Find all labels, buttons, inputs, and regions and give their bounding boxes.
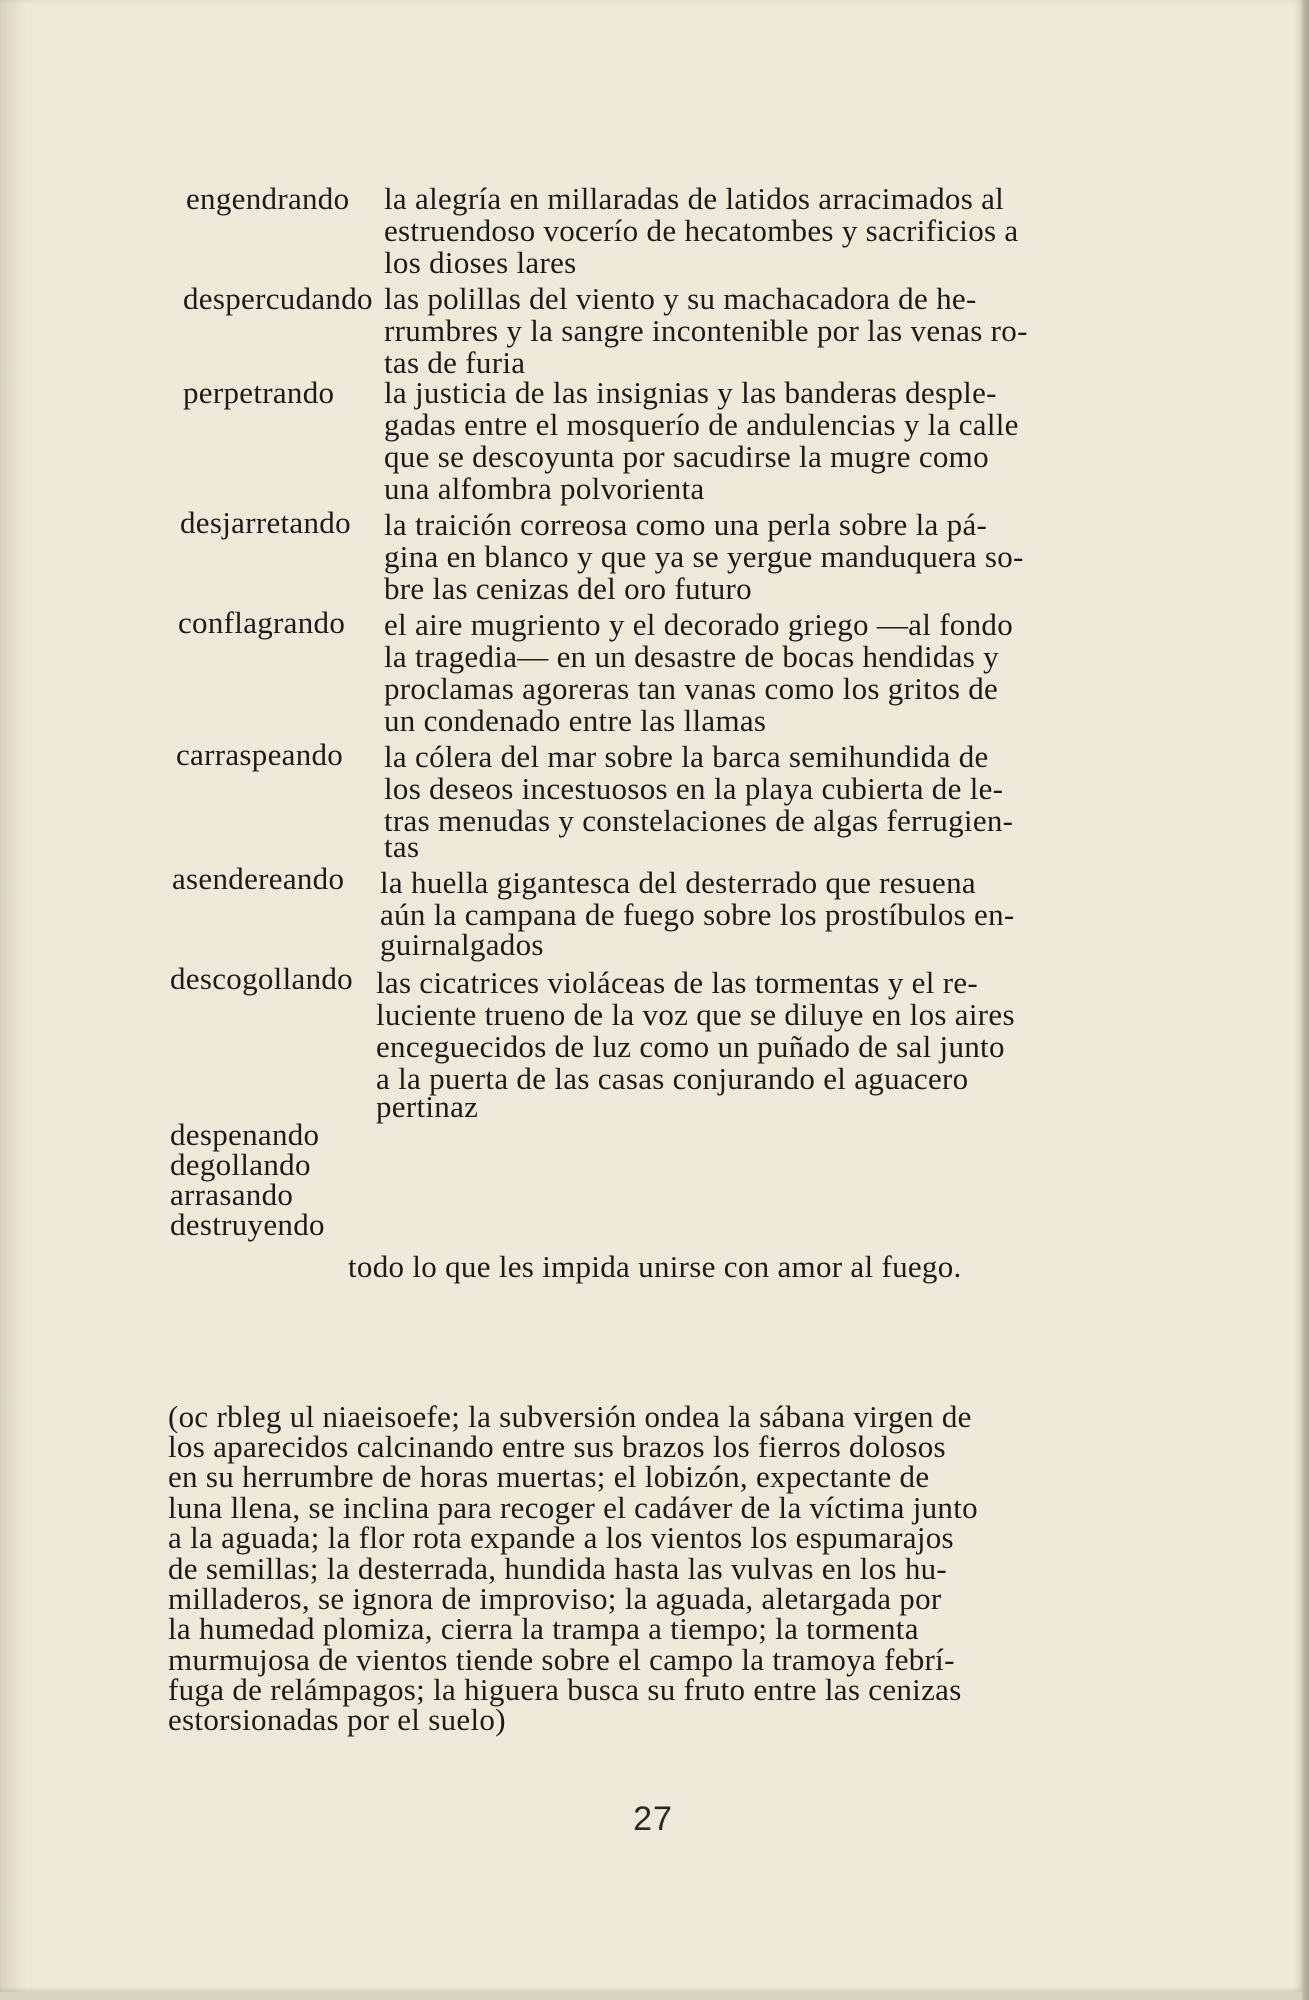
poem-line: rrumbres y la sangre incontenible por las venas ro- (384, 313, 1028, 348)
poem-line: pertinaz (376, 1089, 479, 1124)
prose-line: estorsionadas por el suelo) (168, 1702, 506, 1737)
poem-line: que se descoyunta por sacudirse la mugre como (384, 439, 989, 474)
page-number: 27 (633, 1800, 673, 1838)
stanza-verb: conflagrando (178, 605, 346, 640)
poem-line: luciente trueno de la voz que se diluye en los aires (376, 997, 1015, 1032)
list-verb: degollando (170, 1147, 311, 1182)
stanza-verb: carraspeando (176, 737, 344, 772)
page-edge (1302, 0, 1309, 2000)
poem-line: la huella gigantesca del desterrado que resuena (380, 865, 976, 900)
stanza-verb: engendrando (186, 181, 350, 216)
poem-line: tras menudas y constelaciones de algas ferrugien- (384, 803, 1014, 838)
poem-line: gadas entre el mosquerío de andulencias y la calle (384, 407, 1019, 442)
poem-line: estruendoso vocerío de hecatombes y sacrificios a (384, 213, 1019, 248)
prose-line: los aparecidos calcinando entre sus brazos los fierros dolosos (168, 1429, 946, 1464)
prose-line: de semillas; la desterrada, hundida hasta las vulvas en los hu- (168, 1551, 948, 1586)
poem-line: la tragedia— en un desastre de bocas hendidas y (384, 639, 999, 674)
poem-line: la cólera del mar sobre la barca semihundida de (384, 739, 989, 774)
prose-line: la humedad plomiza, cierra la trampa a tiempo; la tormenta (168, 1611, 919, 1646)
poem-line: un condenado entre las llamas (384, 703, 767, 738)
poem-line: aún la campana de fuego sobre los prostíbulos en- (380, 897, 1015, 932)
poem-line: una alfombra polvorienta (384, 471, 705, 506)
stanza-verb: asendereando (172, 861, 345, 896)
stanza-verb: perpetrando (183, 375, 335, 410)
poem-line: proclamas agoreras tan vanas como los gritos de (384, 671, 999, 706)
poem-line: el aire mugriento y el decorado griego —al fondo (384, 607, 1014, 642)
poem-line: guirnalgados (380, 927, 544, 962)
poem-line: la traición correosa como una perla sobre la pá- (384, 507, 988, 542)
list-verb: arrasando (170, 1177, 294, 1212)
poem-line: enceguecidos de luz como un puñado de sal junto (376, 1029, 1005, 1064)
prose-line: milladeros, se ignora de improviso; la aguada, aletargada por (168, 1581, 942, 1616)
stanza-verb: desjarretando (180, 505, 351, 540)
prose-line: fuga de relámpagos; la higuera busca su fruto entre las cenizas (168, 1672, 962, 1707)
stanza-verb: despercudando (183, 281, 373, 316)
poem-line: la justicia de las insignias y las banderas desple- (384, 375, 997, 410)
closing-line: todo lo que les impida unirse con amor al fuego. (348, 1249, 962, 1284)
prose-line: (oc rbleg ul niaeisoefe; la subversión ondea la sábana virgen de (168, 1399, 972, 1434)
poem-line: tas (384, 829, 420, 864)
poem-line: gina en blanco y que ya se yergue manduquera so- (384, 539, 1024, 574)
poem-line: las polillas del viento y su machacadora de he- (384, 281, 977, 316)
poem-line: bre las cenizas del oro futuro (384, 571, 752, 606)
poem-line: a la puerta de las casas conjurando el aguacero (376, 1061, 969, 1096)
list-verb: destruyendo (170, 1207, 325, 1242)
poem-line: los dioses lares (384, 245, 577, 280)
prose-line: murmujosa de vientos tiende sobre el campo la tramoya febrí- (168, 1642, 955, 1677)
poem-line: los deseos incestuosos en la playa cubierta de le- (384, 771, 1004, 806)
poem-line: la alegría en millaradas de latidos arracimados al (384, 181, 1005, 216)
list-verb: despenando (170, 1117, 320, 1152)
prose-line: a la aguada; la flor rota expande a los vientos los espumarajos (168, 1520, 954, 1555)
poem-line: tas de furia (384, 345, 526, 380)
poem-line: las cicatrices violáceas de las tormentas y el re- (376, 965, 979, 1000)
stanza-verb: descogollando (170, 961, 353, 996)
prose-line: en su herrumbre de horas muertas; el lobizón, expectante de (168, 1459, 930, 1494)
spine-shadow (0, 0, 28, 1992)
prose-line: luna llena, se inclina para recoger el cadáver de la víctima junto (168, 1490, 978, 1525)
